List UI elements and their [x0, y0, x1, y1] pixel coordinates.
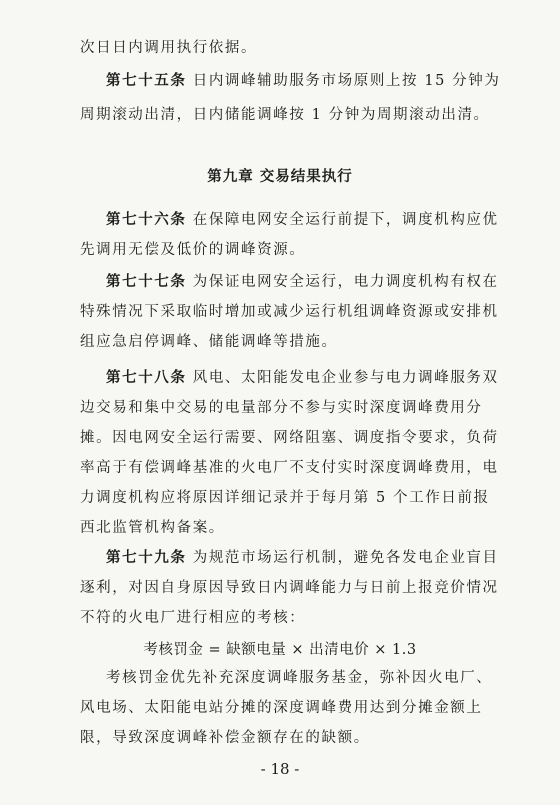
- article-77-line-2: 特殊情况下采取临时增加或减少运行机组调峰资源或安排机: [80, 304, 499, 320]
- article-79-label: 第七十九条: [106, 549, 187, 566]
- article-76-line-2: 先调用无偿及低价的调峰资源。: [80, 242, 306, 258]
- article-78-line-1: [106, 368, 499, 388]
- article-78-line-2: 边交易和集中交易的电量部分不参与实时深度调峰费用分: [80, 400, 483, 416]
- article-78-line-3: 摊。因电网安全运行需要、网络阻塞、调度指令要求，负荷: [80, 430, 499, 446]
- paragraph-line-2: 风电场、太阳能电站分摊的深度调峰费用达到分摊金额上: [80, 700, 483, 716]
- article-78-line-4: 率高于有偿调峰基准的火电厂不支付实时深度调峰费用，电: [80, 460, 499, 476]
- article-78-line-6: 西北监管机构备案。: [80, 520, 225, 536]
- paragraph-line-1: 考核罚金优先补充深度调峰服务基金，弥补因火电厂、: [106, 670, 493, 686]
- article-77-text: 为保证电网安全运行，电力调度机构有权在: [192, 274, 499, 290]
- article-79-line-1: [106, 548, 499, 568]
- article-75-line-2: 周期滚动出清，日内储能调峰按 1 分钟为周期滚动出清。: [80, 107, 490, 123]
- penalty-formula: 考核罚金 = 缺额电量 × 出清电价 × 1.3: [143, 642, 417, 658]
- article-75-text: 日内调峰辅助服务市场原则上按 15 分钟为: [192, 73, 501, 89]
- article-77-label: 第七十七条: [106, 273, 187, 290]
- article-76-line-1: [106, 210, 499, 230]
- article-78-text: 风电、太阳能发电企业参与电力调峰服务双: [192, 370, 499, 386]
- article-76-text: 在保障电网安全运行前提下，调度机构应优: [192, 212, 499, 228]
- article-77-line-1: [106, 272, 499, 292]
- article-79-line-3: 不符的火电厂进行相应的考核：: [80, 610, 306, 626]
- article-77-line-3: 组应急启停调峰、储能调峰等措施。: [80, 334, 338, 350]
- article-78-line-5: 力调度机构应将原因详细记录并于每月第 5 个工作日前报: [80, 490, 490, 506]
- article-75-label: 第七十五条: [106, 72, 187, 89]
- article-76-label: 第七十六条: [106, 211, 187, 228]
- chapter-heading: 第九章 交易结果执行: [207, 168, 353, 185]
- article-75-line-1: [106, 71, 501, 91]
- text-line: 次日日内调用执行依据。: [80, 40, 258, 56]
- page-number: - 18 -: [260, 760, 300, 778]
- article-78-label: 第七十八条: [106, 369, 187, 386]
- paragraph-line-3: 限，导致深度调峰补偿金额存在的缺额。: [80, 730, 370, 746]
- article-79-line-2: 逐利，对因自身原因导致日内调峰能力与日前上报竞价情况: [80, 580, 499, 596]
- article-79-text: 为规范市场运行机制，避免各发电企业盲目: [192, 550, 499, 566]
